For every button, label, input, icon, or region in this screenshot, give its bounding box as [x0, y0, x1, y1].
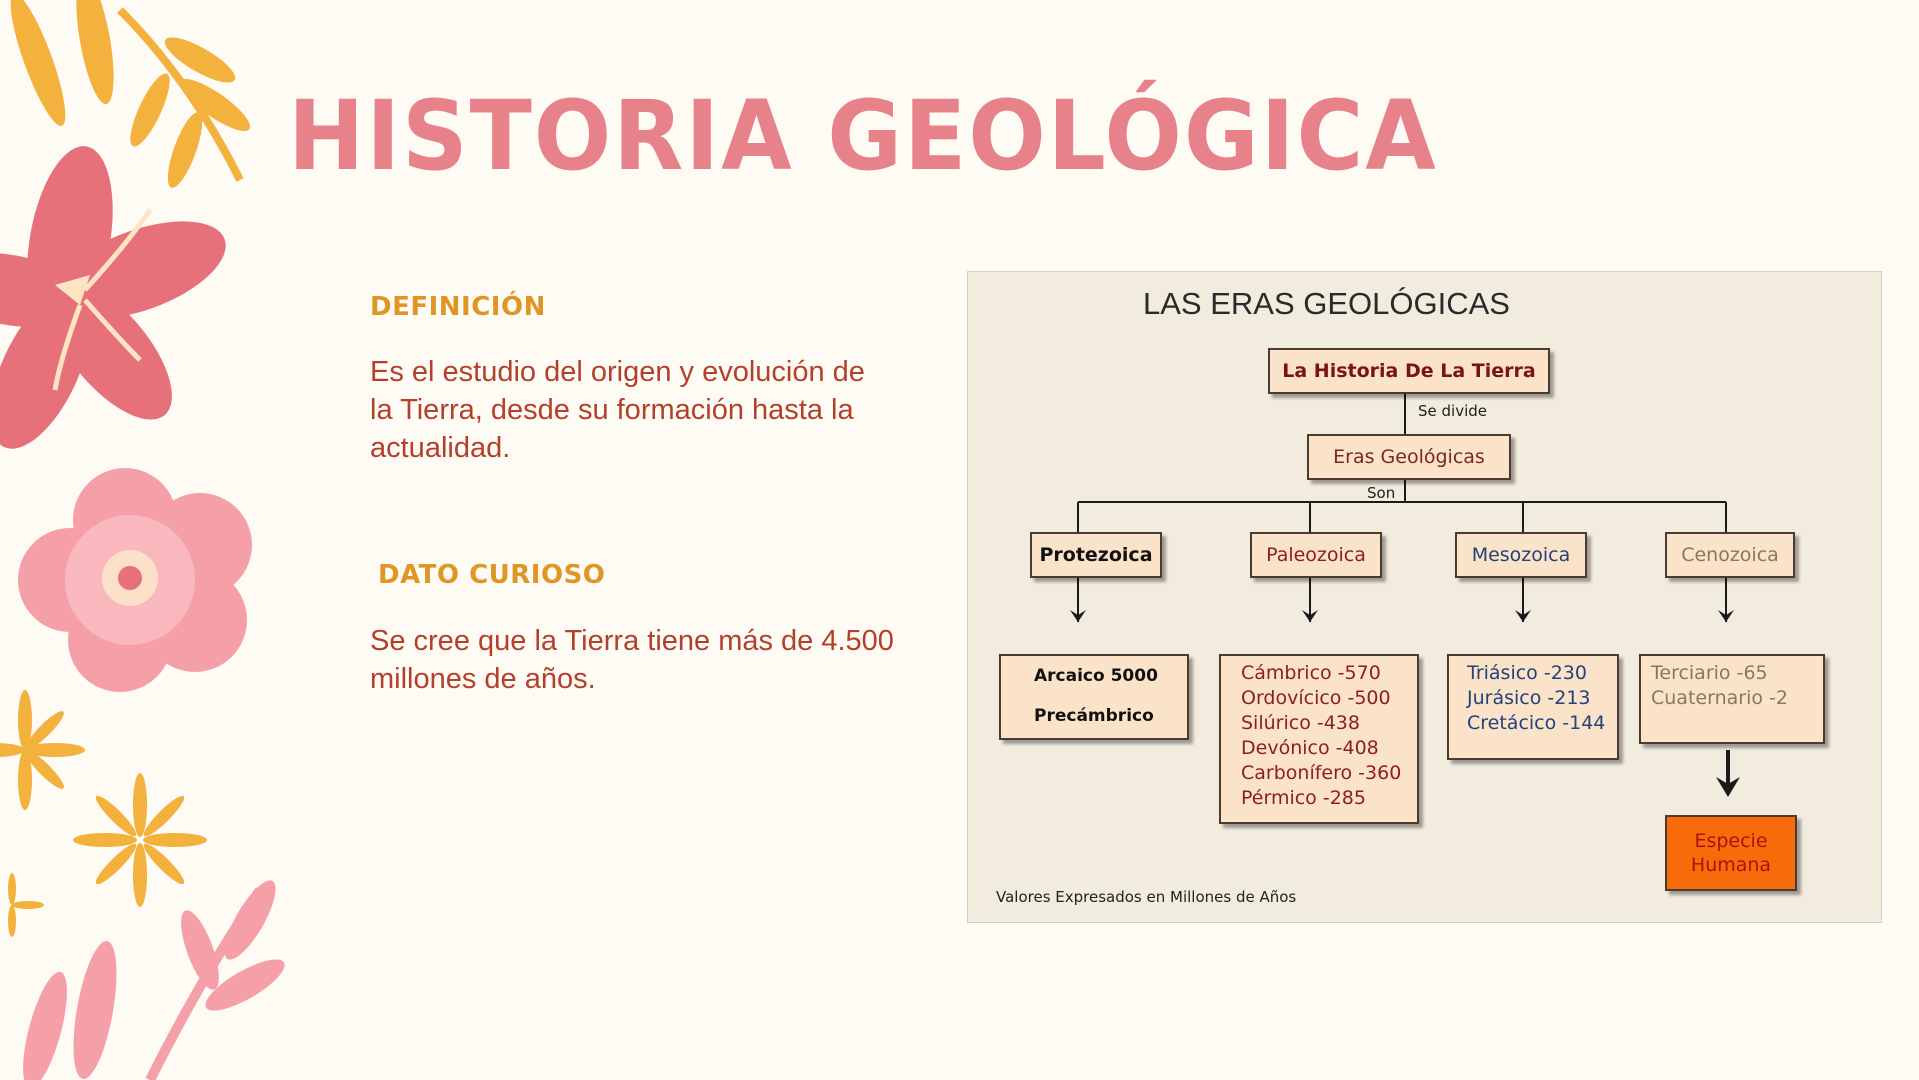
- middle-node: Eras Geológicas: [1307, 434, 1511, 480]
- final-node-human-species: Especie Humana: [1665, 815, 1797, 891]
- definition-text: Es el estudio del origen y evolución de la Tierra, desde su formación hasta la actualidad.: [370, 356, 865, 464]
- period-item: Silúrico -438: [1241, 712, 1360, 734]
- periods-protezoica: [999, 654, 1189, 740]
- period-item: Cámbrico -570: [1241, 662, 1381, 684]
- connector-label-son: Son: [1367, 484, 1396, 502]
- page-title: HISTORIA GEOLÓGICA: [288, 80, 1438, 192]
- era-node-cenozoica: Cenozoica: [1665, 532, 1795, 578]
- period-item: Cretácico -144: [1467, 712, 1606, 734]
- floral-decoration: [0, 0, 300, 1080]
- period-item: Devónico -408: [1241, 737, 1379, 759]
- period-item: Pérmico -285: [1241, 787, 1366, 809]
- period-item: Arcaico 5000: [1034, 666, 1158, 686]
- period-item: Precámbrico: [1034, 706, 1154, 726]
- era-node-mesozoica: Mesozoica: [1455, 532, 1587, 578]
- period-item: Jurásico -213: [1467, 687, 1591, 709]
- period-item: Terciario -65: [1651, 662, 1768, 684]
- diagram-footnote: Valores Expresados en Millones de Años: [996, 888, 1297, 906]
- root-node: La Historia De La Tierra: [1268, 348, 1550, 394]
- pink-leaves-icon: [14, 874, 291, 1080]
- diagram-title: LAS ERAS GEOLÓGICAS: [1143, 286, 1510, 321]
- periods-paleozoica: [1219, 654, 1419, 824]
- fun-fact-heading: DATO CURIOSO: [378, 560, 606, 590]
- period-item: Ordovícico -500: [1241, 687, 1391, 709]
- fun-fact-text: Se cree que la Tierra tiene más de 4.500 millones de años.: [370, 625, 894, 695]
- period-item: Carbonífero -360: [1241, 762, 1402, 784]
- era-node-paleozoica: Paleozoica: [1250, 532, 1382, 578]
- era-node-protezoica: Protezoica: [1030, 532, 1162, 578]
- pink-flower-icon: [18, 468, 252, 692]
- periods-mesozoica: [1447, 654, 1619, 760]
- periods-cenozoica: [1639, 654, 1825, 744]
- red-flower-icon: [0, 139, 238, 463]
- yellow-star-flowers-icon: [0, 690, 207, 937]
- connector-label-divide: Se divide: [1418, 402, 1488, 420]
- period-item: Cuaternario -2: [1651, 687, 1788, 709]
- orange-leaves-icon: [1, 0, 256, 191]
- period-item: Triásico -230: [1467, 662, 1587, 684]
- geological-eras-diagram: [967, 271, 1882, 923]
- definition-heading: DEFINICIÓN: [370, 292, 546, 322]
